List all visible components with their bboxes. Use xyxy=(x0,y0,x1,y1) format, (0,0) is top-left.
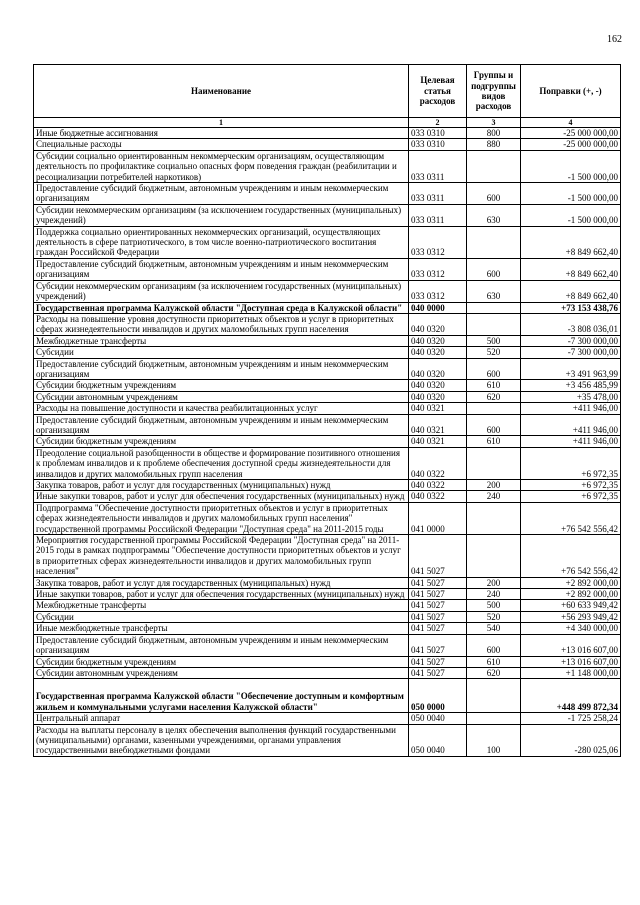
row-amount: +76 542 556,42 xyxy=(521,535,621,578)
row-group-code: 600 xyxy=(467,183,521,205)
row-name: Закупка товаров, работ и услуг для государственных (муниципальных) нужд xyxy=(34,577,409,588)
row-name: Межбюджетные трансферты xyxy=(34,335,409,346)
row-amount: +13 016 607,00 xyxy=(521,634,621,656)
row-amount: +411 946,00 xyxy=(521,436,621,447)
row-amount: +3 456 485,99 xyxy=(521,380,621,391)
row-target-code: 040 0321 xyxy=(409,436,467,447)
row-group-code: 620 xyxy=(467,667,521,678)
budget-table xyxy=(33,64,621,757)
row-target-code: 040 0322 xyxy=(409,447,467,479)
row-group-code: 630 xyxy=(467,280,521,302)
row-group-code: 610 xyxy=(467,656,521,667)
row-group-code: 610 xyxy=(467,436,521,447)
row-target-code: 041 5027 xyxy=(409,577,467,588)
table-row xyxy=(34,667,621,678)
row-group-code xyxy=(467,313,521,335)
row-name: Субсидии некоммерческим организациям (за исключением государственных (муниципальных) учреждений) xyxy=(34,280,409,302)
row-name: Центральный аппарат xyxy=(34,713,409,724)
row-name: Субсидии xyxy=(34,611,409,622)
row-name: Субсидии бюджетным учреждениям xyxy=(34,436,409,447)
table-row xyxy=(34,403,621,414)
row-target-code: 041 0000 xyxy=(409,502,467,534)
row-group-code: 200 xyxy=(467,480,521,491)
row-target-code: 033 0310 xyxy=(409,139,467,150)
row-name: Субсидии автономным учреждениям xyxy=(34,391,409,402)
row-target-code: 040 0321 xyxy=(409,414,467,436)
table-row xyxy=(34,347,621,358)
row-amount: +13 016 607,00 xyxy=(521,656,621,667)
row-group-code: 240 xyxy=(467,491,521,502)
row-name: Иные закупки товаров, работ и услуг для обеспечения государственных (муниципальных) нужд xyxy=(34,589,409,600)
table-row xyxy=(34,447,621,479)
row-amount: -7 300 000,00 xyxy=(521,347,621,358)
row-amount: +1 148 000,00 xyxy=(521,667,621,678)
row-group-code: 600 xyxy=(467,414,521,436)
table-row xyxy=(34,204,621,226)
row-amount: -25 000 000,00 xyxy=(521,139,621,150)
table-row xyxy=(34,623,621,634)
table-row xyxy=(34,414,621,436)
row-target-code: 040 0000 xyxy=(409,302,467,313)
header-number: 2 xyxy=(409,118,467,128)
table-row xyxy=(34,302,621,313)
table-row xyxy=(34,600,621,611)
row-name: Подпрограмма "Обеспечение доступности приоритетных объектов и услуг в приоритетных сферах жизнедеятельности инвалидов и других маломобильных групп населения" государственной программы Российской Федерации "Доступная среда" на 2011-2015 годы xyxy=(34,502,409,534)
table-row xyxy=(34,335,621,346)
row-target-code: 050 0040 xyxy=(409,713,467,724)
table-row xyxy=(34,183,621,205)
row-amount: +6 972,35 xyxy=(521,447,621,479)
row-name: Мероприятия государственной программы Российской Федерации "Доступная среда" на 2011-2015 годы в рамках подпрограммы "Обеспечение доступности приоритетных объектов и услуг в приоритетных сферах жизнедеятельности инвалидов и других маломобильных групп населения" xyxy=(34,535,409,578)
row-target-code: 041 5027 xyxy=(409,600,467,611)
row-group-code: 630 xyxy=(467,204,521,226)
table-row xyxy=(34,313,621,335)
table-row xyxy=(34,611,621,622)
row-group-code: 520 xyxy=(467,611,521,622)
row-name: Предоставление субсидий бюджетным, автономным учреждениям и иным некоммерческим организациям xyxy=(34,258,409,280)
row-group-code: 540 xyxy=(467,623,521,634)
row-target-code: 040 0320 xyxy=(409,358,467,380)
row-group-code xyxy=(467,713,521,724)
row-amount: -1 500 000,00 xyxy=(521,150,621,182)
row-group-code: 600 xyxy=(467,634,521,656)
row-name: Иные межбюджетные трансферты xyxy=(34,623,409,634)
row-group-code: 620 xyxy=(467,391,521,402)
row-name: Государственная программа Калужской области "Обеспечение доступным и комфортным жильем и коммунальными услугами населения Калужской области" xyxy=(34,679,409,713)
row-target-code: 041 5027 xyxy=(409,623,467,634)
table-row xyxy=(34,656,621,667)
row-amount: +2 892 000,00 xyxy=(521,589,621,600)
row-name: Иные закупки товаров, работ и услуг для обеспечения государственных (муниципальных) нужд xyxy=(34,491,409,502)
row-target-code: 040 0321 xyxy=(409,403,467,414)
row-name: Расходы на выплаты персоналу в целях обеспечения выполнения функций государственными (муниципальными) органами, казенными учреждениями, органами управления государственными внебюджетными фондами xyxy=(34,724,409,756)
row-group-code: 500 xyxy=(467,335,521,346)
row-target-code: 033 0312 xyxy=(409,258,467,280)
row-amount: -1 500 000,00 xyxy=(521,204,621,226)
table-row xyxy=(34,480,621,491)
table-row xyxy=(34,128,621,139)
page-number: 162 xyxy=(607,34,622,45)
row-target-code: 041 5027 xyxy=(409,611,467,622)
row-name: Субсидии автономным учреждениям xyxy=(34,667,409,678)
row-target-code: 040 0322 xyxy=(409,480,467,491)
row-target-code: 040 0322 xyxy=(409,491,467,502)
row-group-code: 500 xyxy=(467,600,521,611)
table-row xyxy=(34,226,621,258)
row-group-code: 520 xyxy=(467,347,521,358)
row-group-code: 600 xyxy=(467,258,521,280)
row-target-code: 040 0320 xyxy=(409,335,467,346)
row-target-code: 033 0312 xyxy=(409,280,467,302)
table-row xyxy=(34,679,621,713)
row-amount: +73 153 438,76 xyxy=(521,302,621,313)
header-groups: Группы и подгруппы видов расходов xyxy=(467,65,521,118)
table-row xyxy=(34,724,621,756)
row-name: Предоставление субсидий бюджетным, автономным учреждениям и иным некоммерческим организациям xyxy=(34,414,409,436)
row-target-code: 033 0311 xyxy=(409,150,467,182)
table-row xyxy=(34,502,621,534)
row-amount: +6 972,35 xyxy=(521,491,621,502)
header-target: Целевая статья расходов xyxy=(409,65,467,118)
row-group-code: 880 xyxy=(467,139,521,150)
row-amount: +8 849 662,40 xyxy=(521,258,621,280)
row-amount: -25 000 000,00 xyxy=(521,128,621,139)
row-target-code: 033 0310 xyxy=(409,128,467,139)
row-amount: +8 849 662,40 xyxy=(521,280,621,302)
row-amount: +3 491 963,99 xyxy=(521,358,621,380)
table-row xyxy=(34,634,621,656)
row-name: Межбюджетные трансферты xyxy=(34,600,409,611)
table-row xyxy=(34,139,621,150)
row-amount: +448 499 872,34 xyxy=(521,679,621,713)
row-group-code xyxy=(467,302,521,313)
row-amount: +4 340 000,00 xyxy=(521,623,621,634)
row-amount: +35 478,00 xyxy=(521,391,621,402)
row-amount: -1 725 258,24 xyxy=(521,713,621,724)
row-name: Иные бюджетные ассигнования xyxy=(34,128,409,139)
row-amount: +60 633 949,42 xyxy=(521,600,621,611)
row-amount: -1 500 000,00 xyxy=(521,183,621,205)
row-amount: -3 808 036,01 xyxy=(521,313,621,335)
row-amount: -280 025,06 xyxy=(521,724,621,756)
table-row xyxy=(34,491,621,502)
row-amount: -7 300 000,00 xyxy=(521,335,621,346)
row-name: Закупка товаров, работ и услуг для государственных (муниципальных) нужд xyxy=(34,480,409,491)
table-row xyxy=(34,713,621,724)
row-group-code: 200 xyxy=(467,577,521,588)
row-target-code: 033 0311 xyxy=(409,183,467,205)
table-row xyxy=(34,280,621,302)
row-name: Субсидии xyxy=(34,347,409,358)
row-group-code xyxy=(467,502,521,534)
row-amount: +56 293 949,42 xyxy=(521,611,621,622)
row-group-code xyxy=(467,679,521,713)
row-target-code: 041 5027 xyxy=(409,535,467,578)
row-amount: +411 946,00 xyxy=(521,403,621,414)
row-amount: +2 892 000,00 xyxy=(521,577,621,588)
row-target-code: 033 0312 xyxy=(409,226,467,258)
row-name: Субсидии некоммерческим организациям (за исключением государственных (муниципальных) учреждений) xyxy=(34,204,409,226)
header-number: 4 xyxy=(521,118,621,128)
table-row xyxy=(34,150,621,182)
table-row xyxy=(34,258,621,280)
row-name: Государственная программа Калужской области "Доступная среда в Калужской области" xyxy=(34,302,409,313)
header-amount: Поправки (+, -) xyxy=(521,65,621,118)
row-group-code xyxy=(467,535,521,578)
row-name: Субсидии бюджетным учреждениям xyxy=(34,380,409,391)
row-group-code: 610 xyxy=(467,380,521,391)
row-target-code: 040 0320 xyxy=(409,391,467,402)
table-row xyxy=(34,391,621,402)
row-group-code: 600 xyxy=(467,358,521,380)
header-number: 1 xyxy=(34,118,409,128)
row-name: Субсидии социально ориентированным некоммерческим организациям, осуществляющим деятельность по профилактике социально опасных форм поведения граждан (реабилитации и ресоциализации потребителей наркотиков) xyxy=(34,150,409,182)
row-target-code: 033 0311 xyxy=(409,204,467,226)
row-target-code: 040 0320 xyxy=(409,347,467,358)
row-target-code: 041 5027 xyxy=(409,634,467,656)
row-group-code: 100 xyxy=(467,724,521,756)
row-target-code: 050 0000 xyxy=(409,679,467,713)
row-name: Расходы на повышение уровня доступности приоритетных объектов и услуг в приоритетных сферах жизнедеятельности инвалидов и других маломобильных групп населения xyxy=(34,313,409,335)
row-target-code: 040 0320 xyxy=(409,313,467,335)
table-row xyxy=(34,589,621,600)
table-row xyxy=(34,535,621,578)
row-name: Специальные расходы xyxy=(34,139,409,150)
row-name: Преодоление социальной разобщенности в обществе и формирование позитивного отношения к проблемам инвалидов и к проблеме обеспечения доступной среды жизнедеятельности для инвалидов и других маломобильных групп населения xyxy=(34,447,409,479)
header-name: Наименование xyxy=(34,65,409,118)
row-group-code: 800 xyxy=(467,128,521,139)
row-target-code: 041 5027 xyxy=(409,667,467,678)
row-name: Поддержка социально ориентированных некоммерческих организаций, осуществляющих деятельность в сфере патриотического, в том числе военно-патриотического воспитания граждан Российской Федерации xyxy=(34,226,409,258)
table-row xyxy=(34,577,621,588)
header-number: 3 xyxy=(467,118,521,128)
row-name: Субсидии бюджетным учреждениям xyxy=(34,656,409,667)
row-group-code: 240 xyxy=(467,589,521,600)
row-amount: +76 542 556,42 xyxy=(521,502,621,534)
row-target-code: 041 5027 xyxy=(409,656,467,667)
row-name: Расходы на повышение доступности и качества реабилитационных услуг xyxy=(34,403,409,414)
row-amount: +8 849 662,40 xyxy=(521,226,621,258)
row-name: Предоставление субсидий бюджетным, автономным учреждениям и иным некоммерческим организациям xyxy=(34,358,409,380)
row-name: Предоставление субсидий бюджетным, автономным учреждениям и иным некоммерческим организациям xyxy=(34,634,409,656)
table-row xyxy=(34,380,621,391)
row-group-code xyxy=(467,447,521,479)
row-target-code: 050 0040 xyxy=(409,724,467,756)
row-target-code: 041 5027 xyxy=(409,589,467,600)
row-name: Предоставление субсидий бюджетным, автономным учреждениям и иным некоммерческим организациям xyxy=(34,183,409,205)
row-amount: +6 972,35 xyxy=(521,480,621,491)
row-target-code: 040 0320 xyxy=(409,380,467,391)
row-group-code xyxy=(467,403,521,414)
row-group-code xyxy=(467,226,521,258)
table-row xyxy=(34,436,621,447)
row-group-code xyxy=(467,150,521,182)
row-amount: +411 946,00 xyxy=(521,414,621,436)
table-row xyxy=(34,358,621,380)
